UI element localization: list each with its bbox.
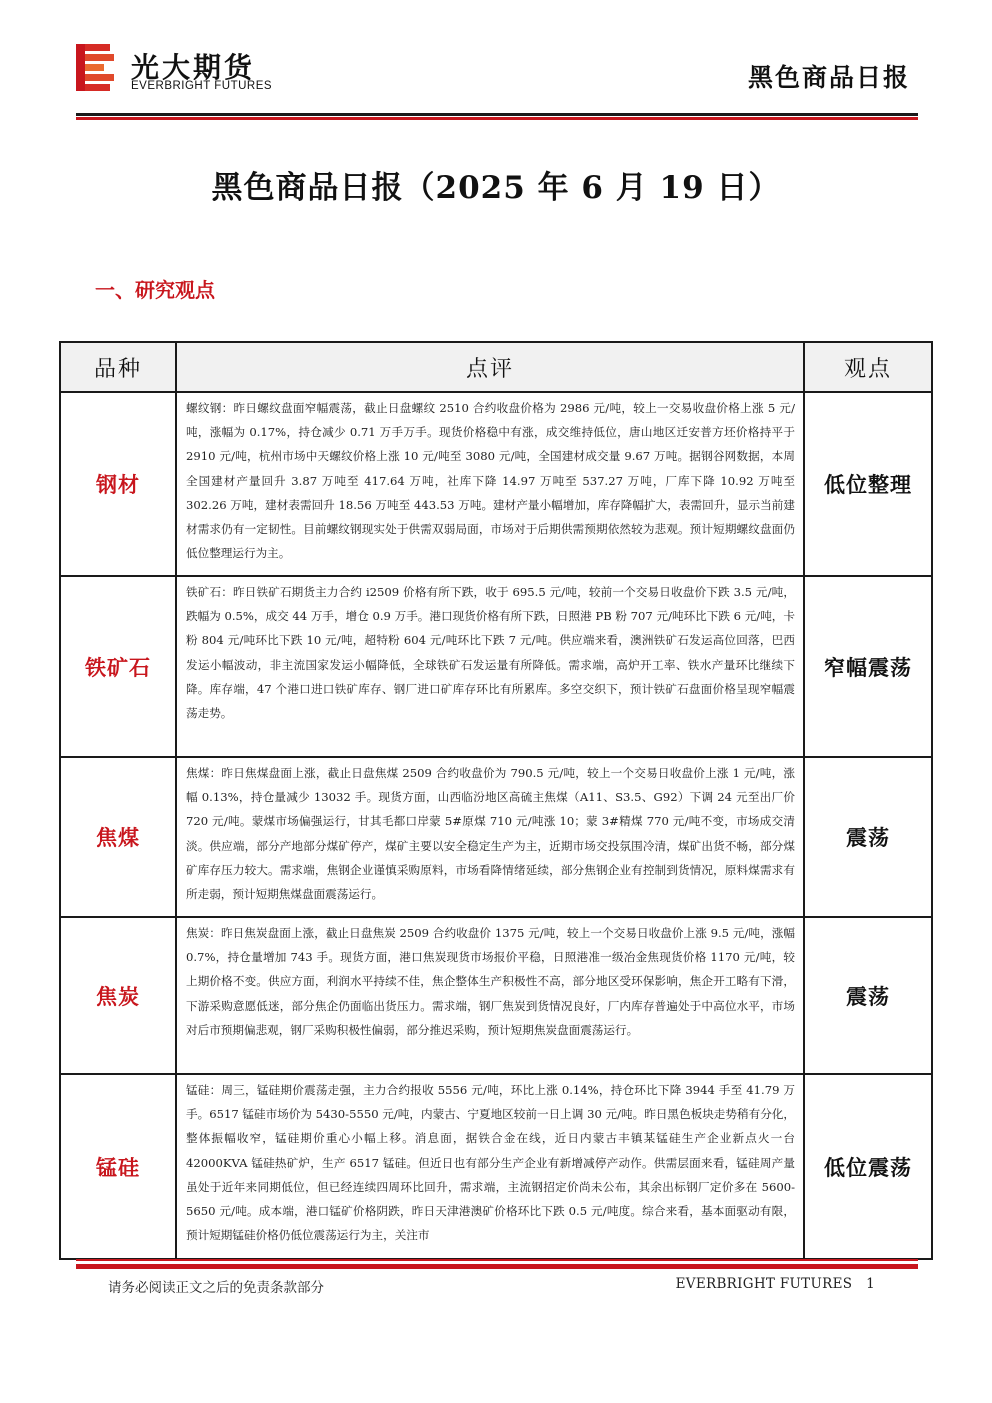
row-category: 铁矿石: [60, 576, 176, 757]
footer-company: EVERBRIGHT FUTURES: [675, 1276, 853, 1292]
section-heading: 一、研究观点: [95, 278, 215, 302]
page-number: 1: [866, 1276, 875, 1292]
row-category: 焦炭: [60, 917, 176, 1074]
header-divider-dark: [76, 113, 918, 116]
table-header-row: [60, 342, 932, 392]
row-category: 锰硅: [60, 1074, 176, 1259]
document-title: 黑色商品日报（2025 年 6 月 19 日）: [211, 170, 781, 206]
row-view: 窄幅震荡: [804, 576, 932, 757]
header-divider-red: [76, 117, 918, 120]
footer-divider-thin: [76, 1259, 918, 1261]
header-view: 观点: [804, 342, 932, 392]
everbright-logo-icon: [76, 42, 118, 97]
header-category: 品种: [60, 342, 176, 392]
row-category: 钢材: [60, 392, 176, 576]
row-view: 低位震荡: [804, 1074, 932, 1259]
row-comment: 螺纹钢：昨日螺纹盘面窄幅震荡，截止日盘螺纹 2510 合约收盘价格为 2986 元/吨，较上一交易收盘价格上涨 5 元/吨，涨幅为 0.17%，持仓减少 0.71 万手万手。现货价格稳中有涨，成交维持低位，唐山地区迁安普方坯价格持平于 2910 元/吨，杭州市场中天螺纹价格上涨 10 元/吨至 3080 元/吨，全国建材成交量 9.67 万吨。据钢谷网数据，本周全国建材产量回升 3.87 万吨至 417.64 万吨，社库下降 14.97 万吨至 537.27 万吨，厂库下降 10.92 万吨至 302.26 万吨，建材表需回升 18.56 万吨至 443.53 万吨。建材产量小幅增加，库存降幅扩大，表需回升，显示当前建材需求仍有一定韧性。目前螺纹钢现实处于供需双弱局面，市场对于后期供需预期依然较为悲观。预计短期螺纹盘面仍低位整理运行为主。: [176, 392, 804, 576]
header-report-title: 黑色商品日报: [747, 63, 910, 92]
company-logo: [76, 42, 286, 100]
table-row: [60, 576, 932, 757]
table-row: [60, 917, 932, 1074]
row-comment: 焦炭：昨日焦炭盘面上涨，截止日盘焦炭 2509 合约收盘价 1375 元/吨，较上一个交易日收盘价上涨 9.5 元/吨，涨幅 0.7%，持仓量增加 743 手。现货方面，港口焦炭现货市场报价平稳，日照港准一级冶金焦现货价格 1170 元/吨，较上期价格不变。供应方面，利润水平持续不佳，焦企整体生产积极性不高，部分地区受环保影响，焦企开工略有下滑，下游采购意愿低迷，部分焦企仍面临出货压力。需求端，钢厂焦炭到货情况良好，厂内库存普遍处于中高位水平，市场对后市预期偏悲观，钢厂采购积极性偏弱，部分推迟采购，预计短期焦炭盘面震荡运行。: [176, 917, 804, 1074]
row-category: 焦煤: [60, 757, 176, 917]
header-comment: 点评: [176, 342, 804, 392]
footer-disclaimer: 请务必阅读正文之后的免责条款部分: [108, 1280, 324, 1296]
row-view: 低位整理: [804, 392, 932, 576]
footer-divider-thick: [76, 1264, 918, 1269]
research-view-table: [59, 341, 933, 1260]
row-view: 震荡: [804, 757, 932, 917]
logo-english-name: EVERBRIGHT FUTURES: [131, 80, 273, 92]
row-comment-cell: [176, 1074, 804, 1259]
table-row: [60, 392, 932, 576]
logo-chinese-name: 光大期货: [131, 51, 256, 84]
footer-company-page: [676, 1276, 875, 1292]
row-view: 震荡: [804, 917, 932, 1074]
table-row: [60, 1074, 932, 1259]
row-comment: 锰硅：周三，锰硅期价震荡走强，主力合约报收 5556 元/吨，环比上涨 0.14%，持仓环比下降 3944 手至 41.79 万手。6517 锰硅市场价为 5430-5550 元/吨，内蒙古、宁夏地区较前一日上调 30 元/吨。昨日黑色板块走势稍有分化，整体振幅收窄，锰硅期价重心小幅上移。消息面，据铁合金在线，近日内蒙古丰镇某锰硅生产企业新点火一台 42000KVA 锰硅热矿炉，生产 6517 锰硅。但近日也有部分生产企业有新增减停产动作。供需层面来看，锰硅周产量虽处于近年来同期低位，但已经连续四周环比回升，需求端，主流钢招定价尚未公布，其余出标钢厂定价多在 5600-5650 元/吨。成本端，港口锰矿价格阴跌，昨日天津港澳矿价格环比下跌 0.5 元/吨度。综合来看，基本面驱动有限，预计短期锰硅价格仍低位震荡运行为主，关注市: [186, 1083, 795, 1243]
table-row: [60, 757, 932, 917]
row-comment: 焦煤：昨日焦煤盘面上涨，截止日盘焦煤 2509 合约收盘价为 790.5 元/吨，较上一个交易日收盘价上涨 1 元/吨，涨幅 0.13%，持仓量减少 13032 手。现货方面，山西临汾地区高硫主焦煤（A11、S3.5、G92）下调 24 元至出厂价 720 元/吨。蒙煤市场偏强运行，甘其毛都口岸蒙 5#原煤 710 元/吨涨 10；蒙 3#精煤 770 元/吨不变，市场成交清淡。供应端，部分产地部分煤矿停产，煤矿主要以安全稳定生产为主，近期市场交投氛围冷清，煤矿出货不畅，部分煤矿库存压力较大。需求端，焦钢企业谨慎采购原料，市场看降情绪延续，部分焦钢企业有控制到货情况，原料煤需求有所走弱，预计短期焦煤盘面震荡运行。: [176, 757, 804, 917]
row-comment: 铁矿石：昨日铁矿石期货主力合约 i2509 价格有所下跌，收于 695.5 元/吨，较前一个交易日收盘价下跌 3.5 元/吨，跌幅为 0.5%，成交 44 万手，增仓 0.9 万手。港口现货价格有所下跌，日照港 PB 粉 707 元/吨环比下跌 6 元/吨，卡粉 804 元/吨环比下跌 10 元/吨，超特粉 604 元/吨环比下跌 7 元/吨。供应端来看，澳洲铁矿石发运高位回落，巴西发运小幅波动，非主流国家发运小幅降低，全球铁矿石发运量有所降低。需求端，高炉开工率、铁水产量环比继续下降。库存端，47 个港口进口铁矿库存、钢厂进口矿库存环比有所累库。多空交织下，预计铁矿石盘面价格呈现窄幅震荡走势。: [176, 576, 804, 757]
